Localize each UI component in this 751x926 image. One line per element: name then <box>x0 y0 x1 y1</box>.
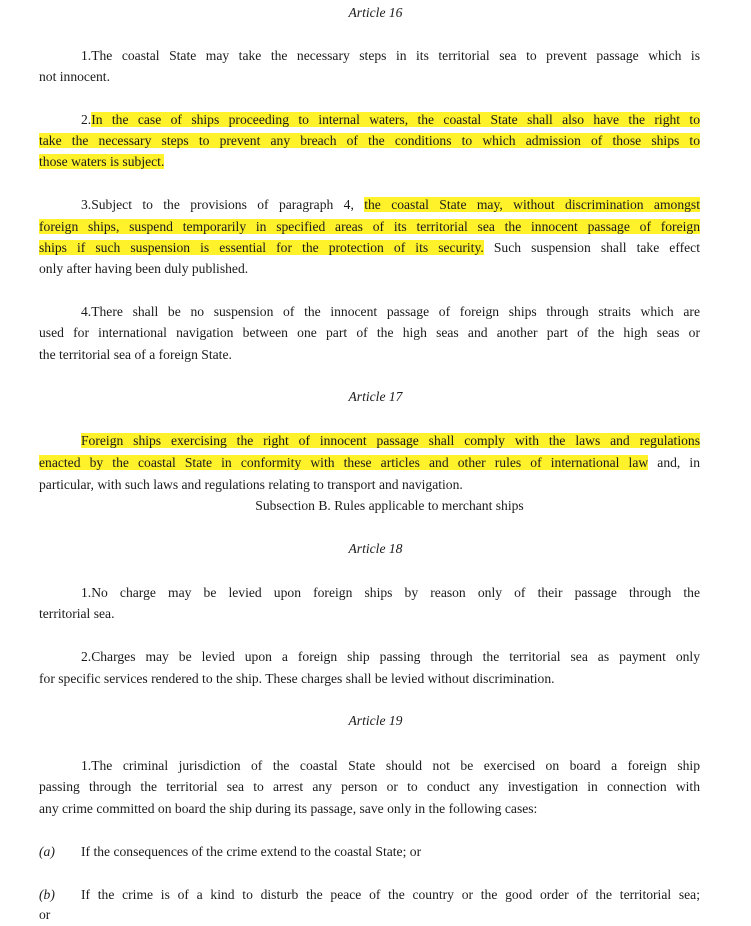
highlighted-text: enacted by the coastal State in conformity with these articles and other rules of international law <box>39 455 649 470</box>
article-16-paragraph-2-line-1 <box>39 111 700 129</box>
article-16-paragraph-4-line-1: 4.There shall be no suspension of the innocent passage of foreign ships through straits which are <box>81 304 700 319</box>
article-16-paragraph-2-line-3 <box>39 153 164 171</box>
article-17-paragraph-line-1 <box>39 432 700 450</box>
article-16-paragraph-3-line-3 <box>39 239 700 257</box>
plain-text: and, in <box>648 455 700 470</box>
highlighted-text: those waters is subject. <box>39 154 165 169</box>
article-19-paragraph-1-line-2: passing through the territorial sea to arrest any person or to conduct any investigation in connection with <box>39 779 700 794</box>
highlighted-text: foreign ships, suspend temporarily in specified areas of its territorial sea the innocent passage of foreign <box>39 219 700 234</box>
article-17-paragraph-line-3: particular, with such laws and regulations relating to transport and navigation. <box>39 477 463 492</box>
plain-text: Such suspension shall take effect <box>483 240 700 255</box>
subsection-heading: Subsection B. Rules applicable to merchant ships <box>255 498 524 513</box>
list-item-label: (b) <box>39 887 55 902</box>
article-19-paragraph-1-line-3: any crime committed on board the ship during its passage, save only in the following cases: <box>39 801 538 816</box>
article-17-heading: Article 17 <box>348 389 403 404</box>
article-16-paragraph-1-line-2: not innocent. <box>39 69 110 84</box>
article-16-paragraph-4-line-3: the territorial sea of a foreign State. <box>39 347 232 362</box>
article-16-paragraph-4-line-2: used for international navigation between one part of the high seas and another part of the high seas or <box>39 325 700 340</box>
article-16-paragraph-1-line-1: 1.The coastal State may take the necessary steps in its territorial sea to prevent passage which is <box>81 48 700 63</box>
article-18-paragraph-1-line-1: 1.No charge may be levied upon foreign ships by reason only of their passage through the <box>81 585 700 600</box>
highlighted-text: In the case of ships proceeding to internal waters, the coastal State shall also have the right to <box>91 112 700 127</box>
article-16-paragraph-2-line-2 <box>39 132 700 150</box>
list-item-label: (a) <box>39 844 55 859</box>
article-17-paragraph-line-2 <box>39 454 700 472</box>
list-item-text: If the consequences of the crime extend to the coastal State; or <box>81 844 422 859</box>
article-16-paragraph-3-line-2 <box>39 218 700 236</box>
paragraph-number: 2. <box>81 112 92 127</box>
article-18-paragraph-2-line-1: 2.Charges may be levied upon a foreign ship passing through the territorial sea as payment only <box>81 649 700 664</box>
highlighted-text: the coastal State may, without discrimination amongst <box>364 197 700 212</box>
list-item-continuation: or <box>39 907 51 922</box>
highlighted-text: ships if such suspension is essential for the protection of its security. <box>39 240 484 255</box>
article-19-paragraph-1-line-1: 1.The criminal jurisdiction of the coastal State should not be exercised on board a foreign ship <box>81 758 700 773</box>
article-18-paragraph-2-line-2: for specific services rendered to the ship. These charges shall be levied without discrimination. <box>39 671 555 686</box>
article-18-paragraph-1-line-2: territorial sea. <box>39 606 115 621</box>
article-16-paragraph-3-line-1 <box>39 196 700 214</box>
plain-text: 3.Subject to the provisions of paragraph 4, <box>81 197 365 212</box>
article-16-paragraph-3-line-4: only after having been duly published. <box>39 261 249 276</box>
list-item-text: If the crime is of a kind to disturb the peace of the country or the good order of the territorial sea; <box>81 887 700 902</box>
article-16-heading: Article 16 <box>348 5 403 20</box>
highlighted-text: Foreign ships exercising the right of innocent passage shall comply with the laws and regulations <box>81 433 700 448</box>
article-19-heading: Article 19 <box>348 713 403 728</box>
article-18-heading: Article 18 <box>348 541 403 556</box>
highlighted-text: take the necessary steps to prevent any breach of the conditions to which admission of those ships to <box>39 133 700 148</box>
